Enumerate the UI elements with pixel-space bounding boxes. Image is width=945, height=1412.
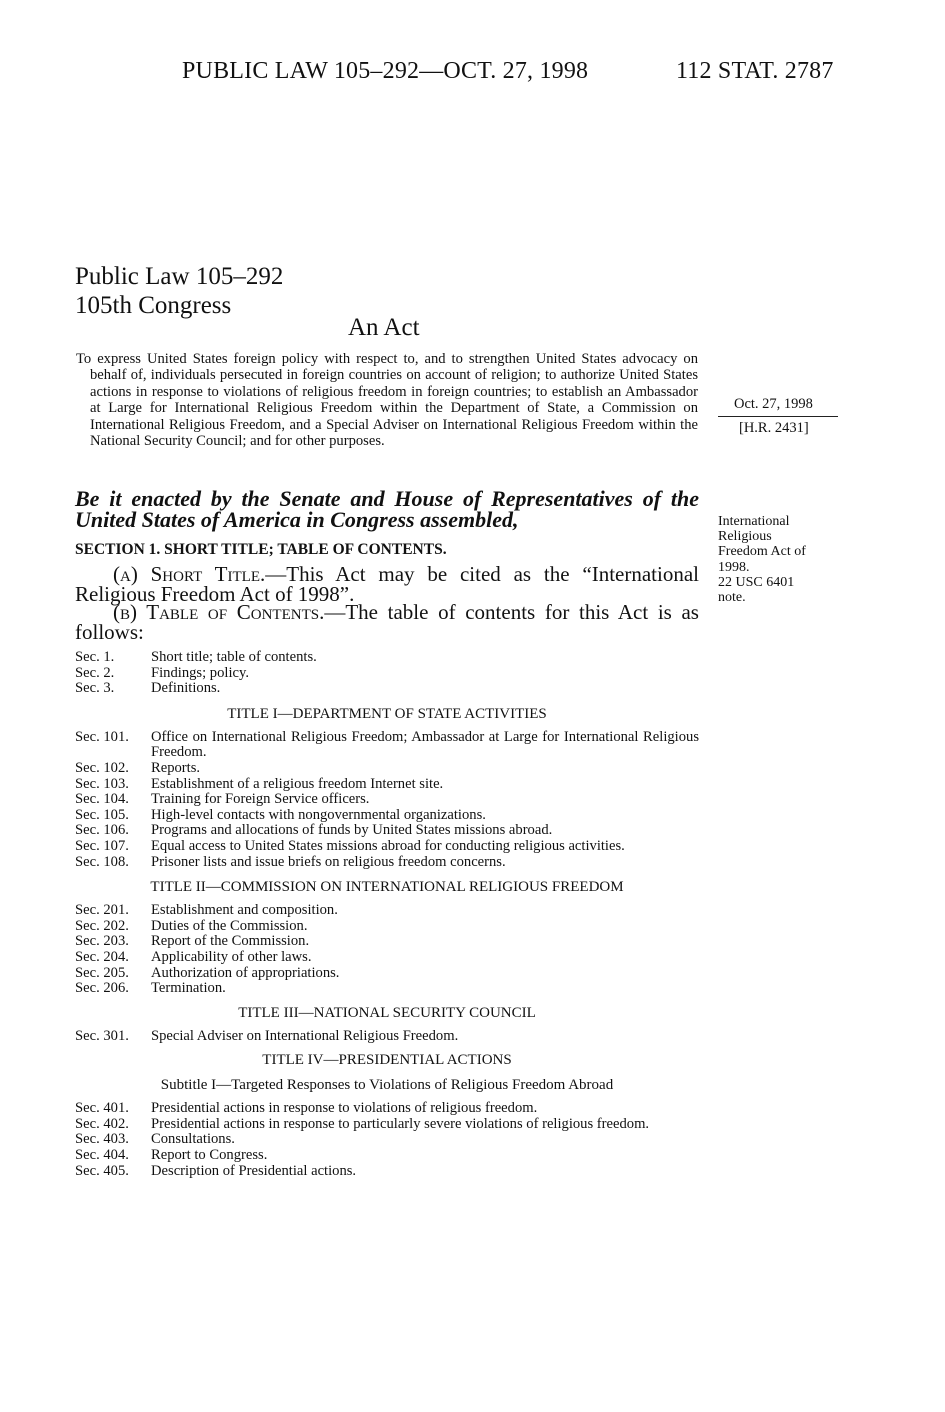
toc-num: Sec. 204.: [75, 948, 129, 965]
toc-text: Applicability of other laws.: [151, 948, 312, 965]
toc-title-1-heading: TITLE I—DEPARTMENT OF STATE ACTIVITIES: [227, 705, 547, 722]
toc-num: Sec. 107.: [75, 837, 129, 854]
toc-num: Sec. 108.: [75, 853, 129, 870]
running-header-page: 112 STAT. 2787: [676, 58, 834, 84]
toc-title-4-items: [75, 1101, 699, 1179]
toc-text: Office on International Religious Freedom; Ambassador at Large for International Religious Freedom.: [151, 728, 699, 761]
toc-num: Sec. 201.: [75, 902, 129, 919]
margin-date-rule: [718, 416, 838, 417]
toc-row: [75, 966, 699, 982]
toc-num: Sec. 205.: [75, 964, 129, 981]
enacting-clause: Be it enacted by the Senate and House of Representatives of the United States of America in Congress assembled,: [75, 486, 699, 532]
margin-note-line: 22 USC 6401: [718, 574, 795, 590]
toc-row: [75, 839, 699, 855]
toc-text: Definitions.: [151, 680, 221, 697]
toc-text: Equal access to United States missions abroad for conducting religious activities.: [151, 837, 625, 854]
toc-title-4-heading: TITLE IV—PRESIDENTIAL ACTIONS: [262, 1052, 512, 1069]
toc-num: Sec. 105.: [75, 806, 129, 823]
toc-row: [75, 666, 699, 682]
toc-num: Sec. 101.: [75, 728, 129, 745]
toc-title-2-heading: TITLE II—COMMISSION ON INTERNATIONAL RELIGIOUS FREEDOM: [150, 879, 624, 896]
toc-row: [75, 730, 699, 761]
toc-num: Sec. 3.: [75, 680, 115, 697]
congress-number: 105th Congress: [75, 292, 232, 319]
toc-text: High-level contacts with nongovernmental organizations.: [151, 806, 486, 823]
toc-title-4-subtitle: Subtitle I—Targeted Responses to Violations of Religious Freedom Abroad: [160, 1077, 614, 1094]
toc-num: Sec. 202.: [75, 917, 129, 934]
toc-num: Sec. 301.: [75, 1027, 129, 1044]
purpose-paragraph: To express United States foreign policy with respect to, and to strengthen United States advocacy on behalf of, individuals persecuted in foreign countries on account of religion; to authorize United States actions in response to violations of religious freedom in foreign countries; to establish an Ambassador at Large for International Religious Freedom within the Department of State, a Commission on International Religious Freedom, and a Special Adviser on International Religious Freedom within the National Security Council; and for other purposes.: [76, 351, 698, 450]
toc-num: Sec. 401.: [75, 1100, 129, 1117]
subsection-b-text: —The table of contents for this Act is as follows:: [75, 600, 699, 644]
margin-note-line: 1998.: [718, 559, 750, 575]
margin-date: Oct. 27, 1998: [734, 396, 813, 412]
toc-title-1-items: [75, 730, 699, 870]
toc-row: [75, 981, 699, 997]
toc-num: Sec. 206.: [75, 980, 129, 997]
toc-text: Report of the Commission.: [151, 933, 310, 950]
subsection-b-label: (b) Table of Contents.: [113, 600, 325, 624]
toc-row: [75, 919, 699, 935]
toc-num: Sec. 2.: [75, 664, 115, 681]
toc-text: Establishment of a religious freedom Internet site.: [151, 775, 444, 792]
toc-num: Sec. 1.: [75, 649, 115, 665]
toc-num: Sec. 404.: [75, 1147, 129, 1164]
margin-note-line: note.: [718, 590, 746, 606]
subsection-a-text: —This Act may be cited as the “International Religious Freedom Act of 1998”.: [75, 562, 699, 606]
toc-text: Duties of the Commission.: [151, 917, 308, 934]
toc-title-3-heading: TITLE III—NATIONAL SECURITY COUNCIL: [238, 1004, 536, 1021]
toc-title-2-items: [75, 903, 699, 997]
toc-row: [75, 1164, 699, 1180]
margin-note-line: Religious: [718, 529, 772, 545]
toc-row: [75, 1029, 699, 1045]
table-of-contents: [75, 650, 699, 1179]
toc-num: Sec. 405.: [75, 1162, 129, 1179]
toc-text: Description of Presidential actions.: [151, 1162, 357, 1179]
toc-row: [75, 650, 699, 666]
running-header-left: PUBLIC LAW 105–292—OCT. 27, 1998: [182, 58, 589, 84]
toc-row: [75, 681, 699, 697]
section-1-b: [75, 602, 699, 642]
toc-text: Special Adviser on International Religious Freedom.: [151, 1027, 459, 1044]
toc-text: Presidential actions in response to violations of religious freedom.: [151, 1100, 538, 1117]
toc-intro: [75, 650, 699, 697]
toc-text: Training for Foreign Service officers.: [151, 791, 370, 808]
toc-row: [75, 823, 699, 839]
margin-bill-number: [H.R. 2431]: [739, 420, 809, 436]
margin-note-line: International: [718, 514, 790, 529]
toc-text: Consultations.: [151, 1131, 235, 1148]
toc-text: Prisoner lists and issue briefs on religious freedom concerns.: [151, 853, 506, 870]
toc-row: [75, 855, 699, 871]
toc-text: Presidential actions in response to particularly severe violations of religious freedom.: [151, 1115, 650, 1132]
toc-row: [75, 808, 699, 824]
toc-title-3-items: [75, 1029, 699, 1045]
section-1-heading: SECTION 1. SHORT TITLE; TABLE OF CONTENTS.: [75, 541, 447, 558]
toc-row: [75, 1148, 699, 1164]
toc-row: [75, 934, 699, 950]
toc-num: Sec. 102.: [75, 759, 129, 776]
toc-text: Programs and allocations of funds by United States missions abroad.: [151, 822, 553, 839]
toc-row: [75, 761, 699, 777]
toc-row: [75, 950, 699, 966]
toc-text: Findings; policy.: [151, 664, 249, 681]
toc-row: [75, 777, 699, 793]
toc-text: Reports.: [151, 759, 201, 776]
margin-note-line: Freedom Act of: [718, 544, 806, 560]
toc-num: Sec. 403.: [75, 1131, 129, 1148]
toc-row: [75, 903, 699, 919]
toc-text: Establishment and composition.: [151, 902, 338, 919]
section-1-a: [75, 564, 699, 604]
toc-row: [75, 1132, 699, 1148]
toc-row: [75, 1117, 699, 1133]
subsection-a-label: (a) Short Title.: [113, 562, 266, 586]
toc-num: Sec. 104.: [75, 791, 129, 808]
toc-text: Authorization of appropriations.: [151, 964, 340, 981]
toc-num: Sec. 106.: [75, 822, 129, 839]
toc-text: Short title; table of contents.: [151, 649, 317, 665]
toc-text: Report to Congress.: [151, 1147, 268, 1164]
toc-text: Termination.: [151, 980, 226, 997]
margin-short-title-note: [718, 514, 806, 605]
toc-num: Sec. 103.: [75, 775, 129, 792]
toc-num: Sec. 203.: [75, 933, 129, 950]
toc-row: [75, 792, 699, 808]
law-number: Public Law 105–292: [75, 263, 284, 290]
toc-row: [75, 1101, 699, 1117]
toc-num: Sec. 402.: [75, 1115, 129, 1132]
an-act-heading: An Act: [348, 314, 420, 341]
